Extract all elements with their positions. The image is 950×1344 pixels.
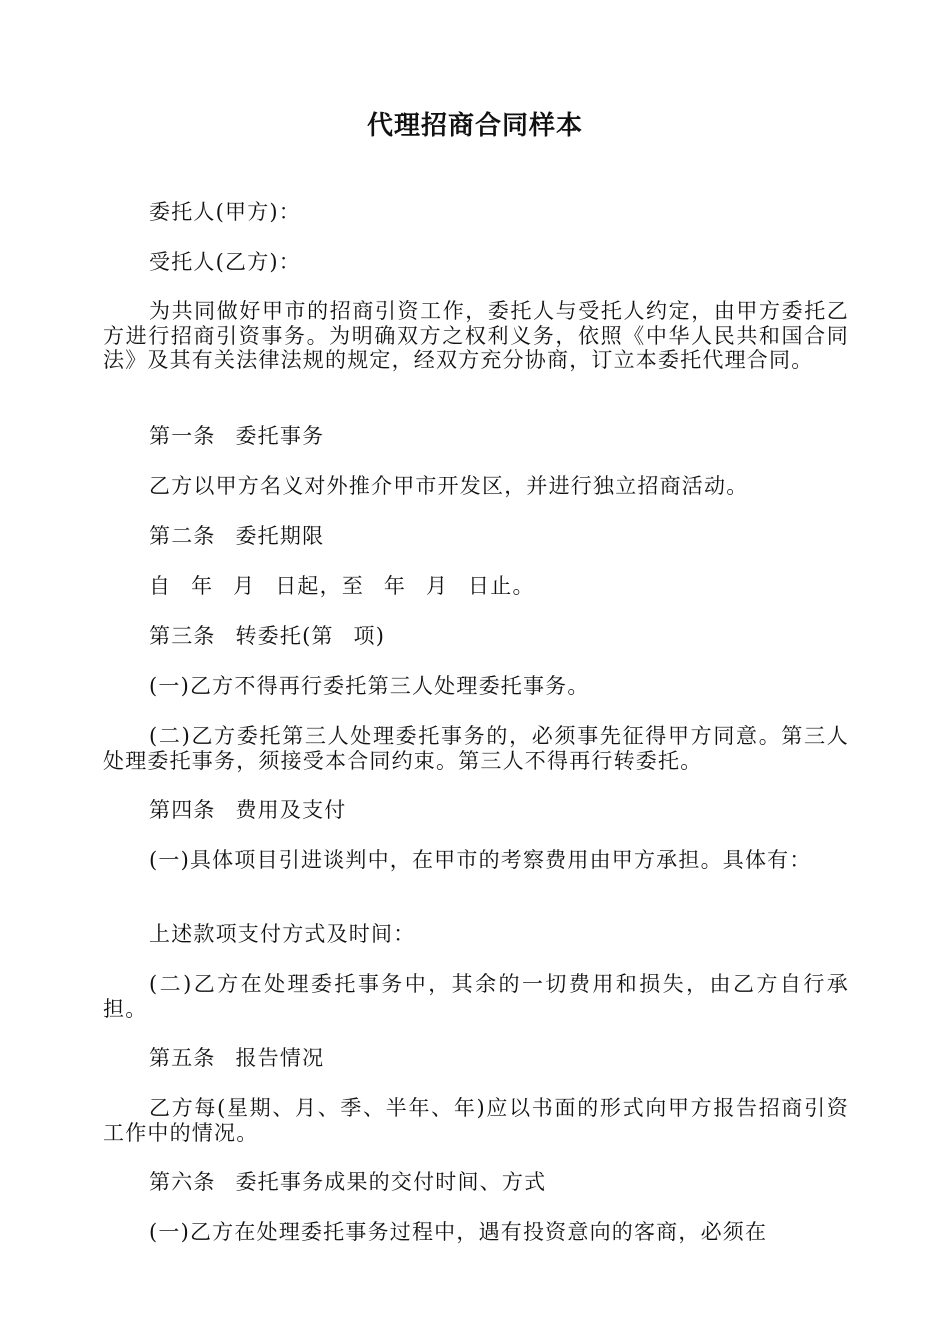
paragraph-article-3-item-2: (二)乙方委托第三人处理委托事务的，必须事先征得甲方同意。第三人处理委托事务，须接受本合同约束。第三人不得再行转委托。 [103, 724, 849, 773]
paragraph-article-6-item-1: (一)乙方在处理委托事务过程中，遇有投资意向的客商，必须在 [149, 1220, 768, 1244]
paragraph-article-3-item-1: (一)乙方不得再行委托第三人处理委托事务。 [149, 674, 590, 698]
paragraph-article-2: 自 年 月 日起，至 年 月 日止。 [149, 574, 535, 598]
heading-article-6: 第六条 委托事务成果的交付时间、方式 [149, 1170, 547, 1194]
paragraph-preamble: 为共同做好甲市的招商引资工作，委托人与受托人约定，由甲方委托乙方进行招商引资事务。为明确双方之权利义务，依照《中华人民共和国合同法》及其有关法律法规的规定，经双方充分协商，订立本委托代理合同。 [103, 299, 849, 372]
paragraph-trustee: 受托人(乙方)： [149, 250, 301, 274]
heading-article-2: 第二条 委托期限 [149, 524, 325, 548]
heading-article-1: 第一条 委托事务 [149, 424, 325, 448]
paragraph-article-5: 乙方每(星期、月、季、半年、年)应以书面的形式向甲方报告招商引资工作中的情况。 [103, 1096, 849, 1145]
paragraph-client: 委托人(甲方)： [149, 200, 301, 224]
heading-article-5: 第五条 报告情况 [149, 1046, 325, 1070]
paragraph-article-4-item-2: (二)乙方在处理委托事务中，其余的一切费用和损失，由乙方自行承担。 [103, 972, 849, 1021]
paragraph-article-4-item-1: (一)具体项目引进谈判中，在甲市的考察费用由甲方承担。具体有： [149, 848, 812, 872]
heading-article-3: 第三条 转委托(第 项) [149, 624, 386, 648]
heading-article-4: 第四条 费用及支付 [149, 798, 347, 822]
paragraph-article-1: 乙方以甲方名义对外推介甲市开发区，并进行独立招商活动。 [149, 474, 749, 498]
document-title: 代理招商合同样本 [366, 111, 583, 141]
paragraph-payment-method: 上述款项支付方式及时间： [149, 922, 416, 946]
